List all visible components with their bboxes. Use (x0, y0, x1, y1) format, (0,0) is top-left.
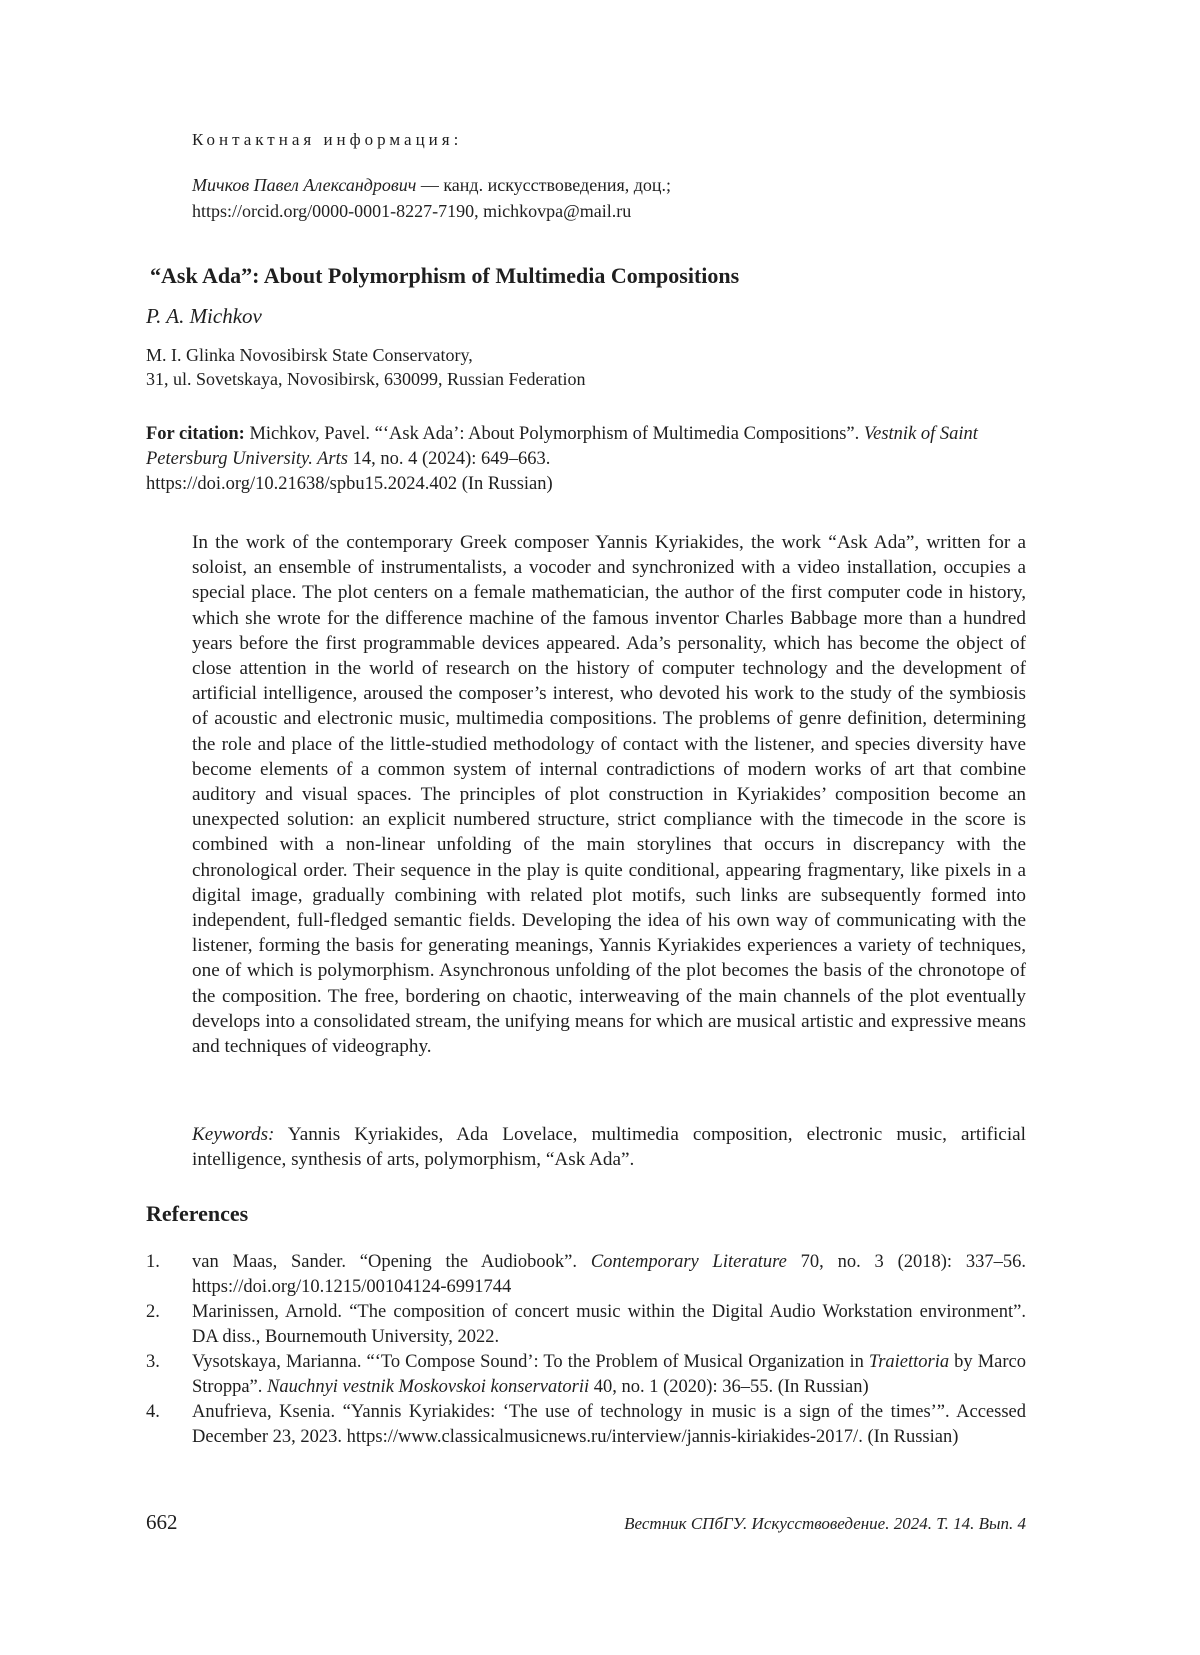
reference-text (192, 1400, 1026, 1450)
references-heading: References (146, 1201, 249, 1226)
citation-journal: Vestnik of Saint Petersburg University. Arts (146, 424, 978, 469)
reference-journal: Contemporary Literature (590, 1252, 787, 1272)
keywords-text: Yannis Kyriakides, Ada Lovelace, multimedia composition, electronic music, artificial intelligence, synthesis of arts, polymorphism, “Ask Ada”. (192, 1124, 1026, 1171)
abstract-text: In the work of the contemporary Greek composer Yannis Kyriakides, the work “Ask Ada”, written for a soloist, an ensemble of instrumentalists, a vocoder and synchronized with a video installation, occupies a special place. The plot centers on a female mathematician, the author of the first computer code in history, which she wrote for the difference machine of the famous inventor Charles Babbage more than a hundred years before the first programmable devices appeared. Ada’s personality, which has become the object of close attention in the world of research on the history of computer technology and the development of artificial intelligence, aroused the composer’s interest, who devoted his work to the study of the symbiosis of acoustic and electronic music, multimedia compositions. The problems of genre definition, determining the role and place of the little-studied methodology of contact with the listener, and species diversity have become elements of a common system of internal contradictions of modern works of art that combine auditory and visual spaces. The principles of plot construction in Kyriakides’ composition become an unexpected solution: an explicit numbered structure, strict compliance with the timecode in the score is combined with a non-linear unfolding of the main storylines that occurs in discrepancy with the chronological order. Their sequence in the play is quite conditional, appearing fragmentary, like pixels in a digital image, gradually combining with related plot motifs, such links are subsequently formed into independent, full-fledged semantic fields. Developing the idea of his own way of communicating with the listener, forming the basis for generating meanings, Yannis Kyriakides experiences a variety of techniques, one of which is polymorphism. Asynchronous unfolding of the plot becomes the basis of the chronotope of the composition. The free, bordering on chaotic, interweaving of the main channels of the plot eventually develops into a consolidated stream, the unifying means for which are musical artistic and expressive means and techniques of videography. (192, 532, 1026, 1058)
reference-number: 3. (146, 1352, 160, 1372)
citation-block (146, 422, 1026, 497)
reference-journal: Nauchnyi vestnik Moskovskoi konservatorii (267, 1377, 590, 1397)
keywords-label: Keywords: (192, 1124, 275, 1145)
keywords-block (192, 1122, 1026, 1172)
reference-text (192, 1300, 1026, 1350)
contact-orcid-email: https://orcid.org/0000-0001-8227-7190, michkovpa@mail.ru (192, 201, 632, 221)
journal-running-footer: Вестник СПбГУ. Искусствоведение. 2024. Т. 14. Вып. 4 (624, 1514, 1026, 1533)
reference-item (146, 1300, 1026, 1350)
reference-text-pre: Marinissen, Arnold. “The composition of concert music within the Digital Audio Workstation environment”. DA diss., Bournemouth University, 2022. (192, 1302, 1026, 1347)
reference-text-post: 70, no. 3 (2018): 337–56. https://doi.org/10.1215/00104124-6991744 (192, 1252, 1026, 1297)
reference-text (192, 1350, 1026, 1400)
citation-doi: https://doi.org/10.21638/spbu15.2024.402 (In Russian) (146, 474, 553, 494)
contact-heading: Контактная информация: (192, 130, 463, 149)
reference-number: 1. (146, 1252, 160, 1272)
article-title: “Ask Ada”: About Polymorphism of Multimedia Compositions (150, 263, 740, 288)
reference-text-pre: Vysotskaya, Marianna. “‘To Compose Sound’: To the Problem of Musical Organization in (192, 1352, 869, 1372)
reference-item (146, 1350, 1026, 1400)
contact-name: Мичков Павел Александрович (192, 175, 417, 195)
reference-number: 2. (146, 1302, 160, 1322)
citation-text-2: 14, no. 4 (2024): 649–663. (347, 449, 551, 469)
reference-item (146, 1250, 1026, 1300)
page-number: 662 (146, 1510, 178, 1534)
reference-number: 4. (146, 1402, 160, 1422)
contact-info (192, 172, 1012, 224)
affiliation-line-1: M. I. Glinka Novosibirsk State Conservatory, (146, 345, 473, 365)
reference-work-title: Traiettoria (868, 1352, 950, 1372)
references-list (146, 1250, 1026, 1450)
reference-text-post: by Marco Stroppa”. (192, 1352, 1026, 1397)
reference-text-pre: van Maas, Sander. “Opening the Audiobook”. (192, 1252, 591, 1272)
reference-item (146, 1400, 1026, 1450)
reference-text (192, 1250, 1026, 1300)
article-author: P. A. Michkov (146, 304, 262, 328)
contact-credentials: — канд. искусствоведения, доц.; (416, 175, 672, 195)
affiliation-line-2: 31, ul. Sovetskaya, Novosibirsk, 630099, Russian Federation (146, 369, 586, 389)
reference-text-pre: Anufrieva, Ksenia. “Yannis Kyriakides: ‘The use of technology in music is a sign of the times’”. Accessed December 23, 2023. https://www.classicalmusicnews.ru/interview/jannis-kiriakides-2017/. (In Russian) (192, 1402, 1026, 1447)
reference-text-post-2: 40, no. 1 (2020): 36–55. (In Russian) (589, 1377, 869, 1397)
citation-text-1: Michkov, Pavel. “‘Ask Ada’: About Polymorphism of Multimedia Compositions”. (244, 424, 864, 444)
citation-label: For citation: (146, 424, 245, 444)
article-affiliation (146, 343, 1046, 391)
